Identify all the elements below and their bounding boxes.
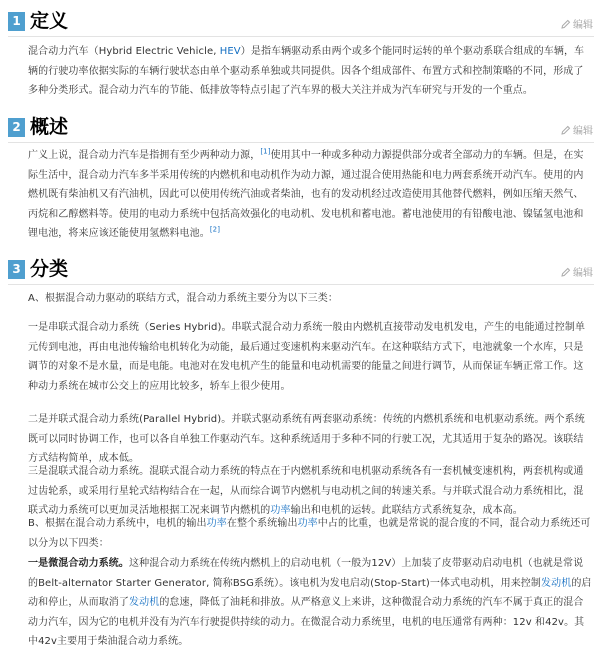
pencil-icon	[561, 125, 571, 135]
paragraph-text: ）是指车辆驱动系由两个或多个能同时运转的单个驱动系联合组成的车辆，车辆的行驶功率依据实际的车辆行驶状态由单个驱动系单独或共同提供。因各个组成部件、布置方式和控制策略的不同，形成了多种分类形式。混合动力汽车的节能、低排放等特点引起了汽车界的极大关注并成为汽车研究与开发的一个重点。	[28, 46, 585, 96]
paragraph-text: 广义上说，混合动力汽车是指拥有至少两种动力源，	[28, 150, 261, 161]
pencil-icon	[561, 19, 571, 29]
edit-label: 编辑	[573, 126, 593, 137]
section-number: 3	[8, 260, 25, 279]
pencil-icon	[561, 267, 571, 277]
paragraph-text: 二是并联式混合动力系统(Parallel Hybrid)。并联式驱动系统有两套驱动系统：传统的内燃机系统和电机驱动系统。两个系统既可以同时协调工作，也可以各自单独工作驱动汽车。这种系统适用于多种不同的行驶工况，尤其适用于复杂的路况。该联结方式结构简单，成本低。	[28, 414, 585, 464]
definition-paragraph	[28, 42, 593, 101]
overview-paragraph	[28, 146, 593, 244]
power-link[interactable]: 功率	[206, 518, 227, 529]
section-heading-classification	[0, 258, 600, 286]
edit-link-definition[interactable]	[561, 16, 593, 31]
reference-2[interactable]: [2]	[209, 225, 221, 234]
edit-label: 编辑	[573, 268, 593, 279]
paragraph-text: 使用其中一种或多种动力源提供部分或者全部动力的车辆。但是，在实际生活中，混合动力汽车多半采用传统的内燃机和电动机作为动力源，通过混合使用热能和电力两套系统开动汽车。使用的内燃机既有柴油机又有汽油机，因此可以使用传统汽油或者柴油，也有的发动机经过改造使用其他替代燃料，例如压缩天然气、丙烷和乙醇燃料等。使用的电动力系统中包括高效强化的电动机、发电机和蓄电池。蓄电池使用的有铅酸电池、镍锰氢电池和锂电池，将来应该还能使用氢燃料电池。	[28, 150, 584, 239]
paragraph-text: B、根据在混合动力系统中，电机的输出	[28, 518, 207, 529]
micro-hybrid-paragraph	[28, 554, 593, 651]
paragraph-text: 的怠速，降低了油耗和排放。从严格意义上来讲，这种微混合动力系统的汽车不属于真正的混合动力汽车，因为它的电机并没有为汽车行驶提供持续的动力。在微混合动力系统里，电机的电压通常有两种：12v 和42v。其中42v主要用于柴油混合动力系统。	[28, 597, 585, 647]
divider	[8, 36, 594, 37]
paragraph-text: 这种混合动力系统在传统内燃机上的启动电机（一般为12V）上加装了皮带驱动启动电机（也就是常说的Belt-alternator Starter Generator, 简称BSG系统）。该电机为发电启动(Stop-Start)一体式电动机，用来控制	[28, 558, 584, 589]
reference-1[interactable]: [1]	[260, 147, 271, 156]
mixed-hybrid-paragraph	[28, 462, 593, 521]
section-title: 分类	[30, 258, 69, 280]
micro-hybrid-heading: 一是微混合动力系统。	[28, 558, 129, 569]
paragraph-text: 三是混联式混合动力系统。混联式混合动力系统的特点在于内燃机系统和电机驱动系统各有一套机械变速机构，两套机构或通过齿轮系，或采用行星轮式结构结合在一起，从而综合调节内燃机与电动机之间的转速关系。与并联式混合动力系统相比，混联式动力系统可以更加灵活地根据工况来调节内燃机的	[28, 466, 584, 516]
section-number: 1	[8, 12, 25, 31]
paragraph-text: 中占的比重，也就是常说的混合度的不同，混合动力系统还可以分为以下四类：	[28, 518, 591, 549]
edit-link-overview[interactable]	[561, 122, 593, 137]
engine-link[interactable]: 发动机	[129, 597, 160, 608]
section-title: 定义	[30, 10, 69, 32]
power-link[interactable]: 功率	[297, 518, 318, 529]
paragraph-text: 的启动和停止，从而取消了	[28, 577, 592, 608]
section-heading-definition	[0, 10, 600, 38]
classification-intro-b	[28, 514, 593, 553]
edit-label: 编辑	[573, 20, 593, 31]
section-heading-overview	[0, 116, 600, 144]
hev-link[interactable]: HEV	[219, 46, 241, 57]
divider	[8, 142, 594, 143]
section-title: 概述	[30, 116, 69, 138]
paragraph-text: 输出和电机的运转。此联结方式系统复杂，成本高。	[290, 505, 523, 516]
edit-link-classification[interactable]	[561, 264, 593, 279]
divider	[8, 284, 594, 285]
paragraph-text: 混合动力汽车（Hybrid Electric Vehicle,	[28, 46, 220, 57]
paragraph-text: 在整个系统输出	[226, 518, 298, 529]
power-link[interactable]: 功率	[270, 505, 291, 516]
paragraph-text: A、根据混合动力驱动的联结方式，混合动力系统主要分为以下三类：	[28, 293, 338, 304]
series-hybrid-paragraph	[28, 318, 593, 396]
engine-link[interactable]: 发动机	[541, 577, 572, 589]
classification-intro-a	[28, 289, 593, 309]
section-number: 2	[8, 118, 25, 137]
paragraph-text: 一是串联式混合动力系统（Series Hybrid)。串联式混合动力系统一般由内燃机直接带动发电机发电，产生的电能通过控制单元传到电池，再由电池传输给电机转化为动能，最后通过变速机构来驱动汽车。在这种联结方式下，电池就象一个水库，只是调节的对象不是水量，而是电能。电池对在发电机产生的能量和电动机需要的能量之间进行调节，从而保证车辆正常工作。这种动力系统在城市公交上的应用比较多，轿车上很少使用。	[28, 322, 586, 392]
parallel-hybrid-paragraph	[28, 410, 593, 469]
